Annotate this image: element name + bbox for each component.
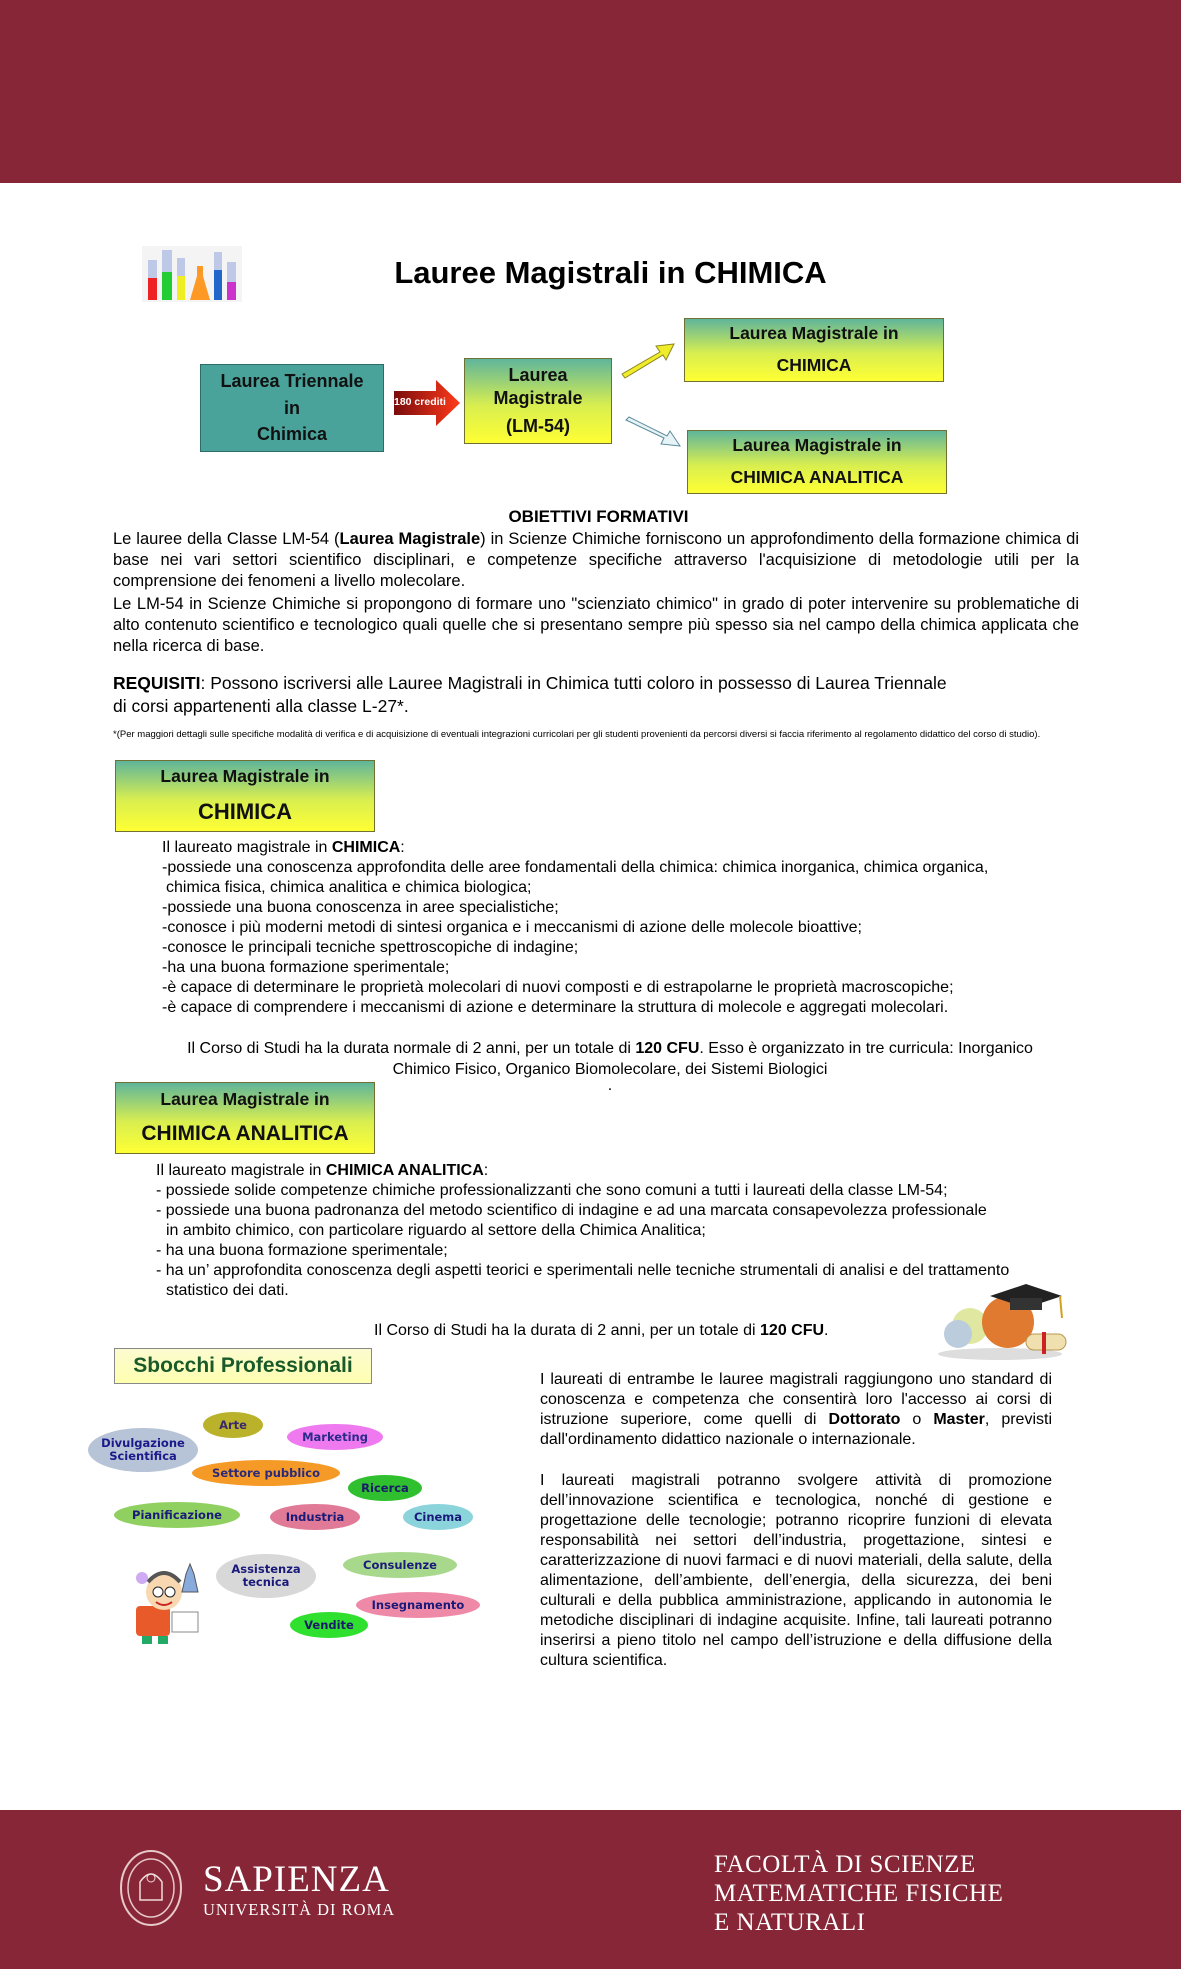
credits-label: 180 crediti: [394, 396, 446, 408]
universita-logo-text: UNIVERSITÀ DI ROMA: [203, 1900, 396, 1919]
tag-pianificazione: Pianificazione: [114, 1502, 240, 1528]
tag-insegnamento: Insegnamento: [356, 1592, 480, 1618]
requisiti-note: *(Per maggiori dettagli sulle specifiche modalità di verifica e di acquisizione di eventuali integrazioni curricolari per gli studenti provenienti da percorsi diversi si faccia riferimento al regolamento didattico del corso di studio).: [113, 729, 1041, 740]
chimica-corso-info: Il Corso di Studi ha la durata normale di 2 anni, per un totale di 120 CFU. Esso è organizzato in tre curricula: Inorganico Chimico Fisico, Organico Biomolecolare, dei Sistemi Biologici .: [187, 1040, 1033, 1094]
box-magistrale-chimica: Laurea Magistrale in CHIMICA: [684, 318, 944, 382]
obiettivi-paragraph-2: Le LM-54 in Scienze Chimiche si propongono di formare uno "scienziato chimico" in grado di poter intervenire su problematiche di alto contenuto scientifico e tecnologico quali quelle che si presentano sempre più spesso sia nel campo della chimica applicata che nella ricerca di base.: [113, 595, 1079, 655]
box-section-chimica: Laurea Magistrale in CHIMICA: [115, 760, 375, 832]
tag-consulenze: Consulenze: [343, 1552, 457, 1578]
tag-vendite: Vendite: [290, 1612, 368, 1638]
tag-divulgazione-scientifica: Divulgazione Scientifica: [88, 1428, 198, 1472]
obiettivi-heading: OBIETTIVI FORMATIVI: [508, 507, 689, 526]
header-band: [0, 0, 1181, 183]
arrow-down-right-icon: [624, 416, 682, 452]
requisiti-text: REQUISITI: Possono iscriversi alle Lauree Magistrali in Chimica tutti coloro in possesso di Laurea Triennale di corsi appartenenti alla classe L-27*.: [113, 673, 947, 716]
tag-ricerca: Ricerca: [348, 1475, 422, 1501]
sbocchi-paragraph-1: I laureati di entrambe le lauree magistrali raggiungono uno standard di conoscenza e competenza che consentirà loro l'accesso ai corsi di istruzione superiore, come quelli di Dottorato o Master, previsti dall'ordinamento didattico nazionale o internazionale.: [540, 1371, 1052, 1448]
scientist-cartoon-icon: [128, 1562, 208, 1646]
obiettivi-paragraph-1: Le lauree della Classe LM-54 (Laurea Magistrale) in Scienze Chimiche forniscono un approfondimento della formazione chimica di base nei vari settori scientifico disciplinari, e competenze specifiche attraverso l'acquisizione di metodologie utili per la comprensione dei fenomeni a livello molecolare.: [113, 530, 1079, 590]
sbocchi-paragraph-2: I laureati magistrali potranno svolgere attività di promozione dell’innovazione scientifica e tecnologica, nonché di gestione e progettazione delle tecnologie; potranno ricoprire funzioni di elevata responsabilità nei settori dell’industria, progettazione, sintesi e caratterizzazione di nuovi farmaci e di nuovi materiali, della salute, della alimentazione, dell’ambiente, dell’energia, della sicurezza, dei beni culturali e della pubblica amministrazione, applicando in autonomia le metodiche disciplinari di indagine acquisite. Infine, tali laureati potranno inserirsi a pieno titolo nel campo dell’istruzione e della diffusione della cultura scientifica.: [540, 1472, 1052, 1669]
tag-industria: Industria: [270, 1504, 360, 1530]
graduation-cap-icon: [930, 1278, 1070, 1360]
box-section-chimica-analitica: Laurea Magistrale in CHIMICA ANALITICA: [115, 1082, 375, 1154]
sapienza-logo-text: SAPIENZA: [203, 1859, 390, 1900]
tag-assistenza-tecnica: Assistenza tecnica: [216, 1554, 316, 1598]
analitica-list: Il laureato magistrale in CHIMICA ANALITICA: - possiede solide competenze chimiche professionalizzanti che sono comuni a tutti i laureati della classe LM-54; - possiede una buona padronanza del metodo scientifico di indagine e ad una marcata consapevolezza professionale in ambito chimico, con particolare riguardo al settore della Chimica Analitica; - ha una buona formazione sperimentale; - ha un’ approfondita conoscenza degli aspetti teorici e sperimentali nelle tecniche strumentali di analisi e del trattamento statistico dei dati.: [156, 1162, 1010, 1299]
tag-arte: Arte: [203, 1412, 263, 1438]
analitica-corso-info: Il Corso di Studi ha la durata di 2 anni, per un totale di 120 CFU.: [374, 1322, 829, 1339]
box-laurea-triennale: Laurea Triennale in Chimica: [200, 364, 384, 452]
page-title: Lauree Magistrali in CHIMICA: [394, 255, 827, 290]
tag-settore-pubblico: Settore pubblico: [192, 1460, 340, 1486]
tag-cinema: Cinema: [403, 1504, 473, 1530]
box-laurea-magistrale-lm54: Laurea Magistrale (LM-54): [464, 358, 612, 444]
box-magistrale-chimica-analitica: Laurea Magistrale in CHIMICA ANALITICA: [687, 430, 947, 494]
sapienza-seal-icon: [118, 1848, 184, 1928]
chimica-list: Il laureato magistrale in CHIMICA: -possiede una conoscenza approfondita delle aree fondamentali della chimica: chimica inorganica, chimica organica, chimica fisica, chimica analitica e chimica biologica; -possiede una buona conoscenza in aree specialistiche; -conosce i più moderni metodi di sintesi organica e i meccanismi di azione delle molecole bioattive; -conosce le principali tecniche spettroscopiche di indagine; -ha una buona formazione sperimentale; -è capace di determinare le proprietà molecolari di nuovi composti e di estrapolarne le proprietà macroscopiche; -è capace di comprendere i meccanismi di azione e determinare la struttura di molecole e aggregati molecolari.: [162, 839, 989, 1016]
sbocchi-title: Sbocchi Professionali: [114, 1348, 372, 1384]
arrow-up-right-icon: [620, 340, 676, 380]
tag-marketing: Marketing: [287, 1424, 383, 1450]
facolta-text: FACOLTÀ DI SCIENZE MATEMATICHE FISICHE E NATURALI: [714, 1851, 1004, 1936]
